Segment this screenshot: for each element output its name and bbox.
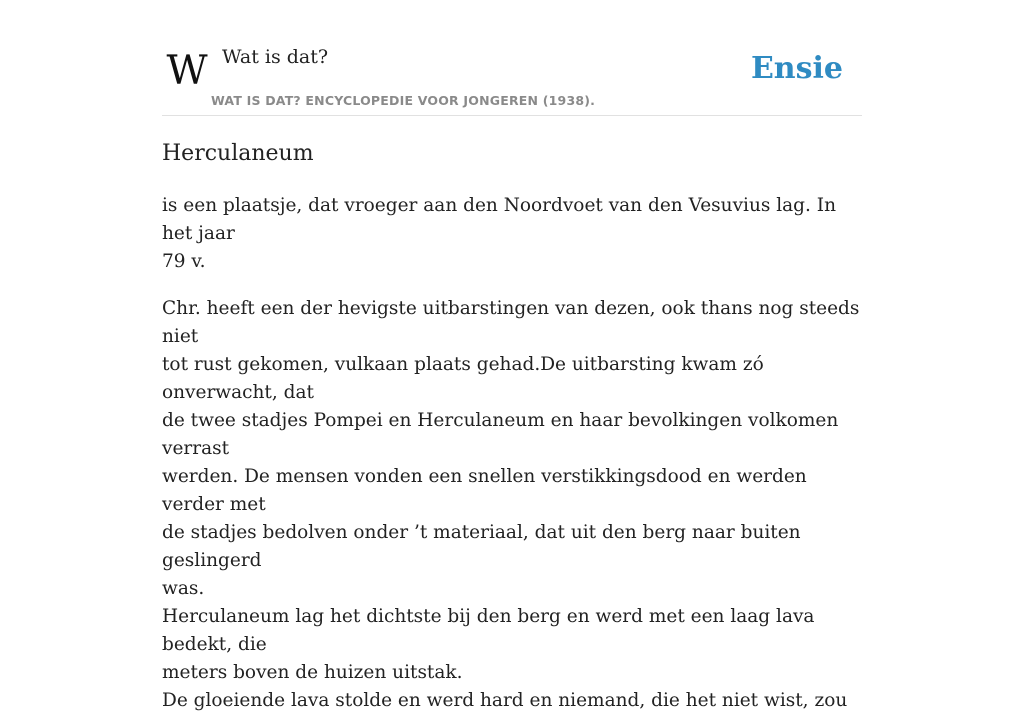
wikipedia-w-logo-icon[interactable] xyxy=(164,48,210,94)
source-header xyxy=(162,40,862,116)
source-title[interactable]: Wat is dat? xyxy=(222,46,329,68)
article-paragraph: is een plaatsje, dat vroeger aan den Noordvoet van den Vesuvius lag. In het jaar 79 v. xyxy=(162,195,837,272)
article-paragraph: Chr. heeft een der hevigste uitbarstingen van dezen, ook thans nog steeds niet tot rust gekomen, vulkaan plaats gehad.De uitbarsting kwam zó onverwacht, dat de twee stadjes Pompei en Herculaneum en haar bevolkingen volkomen verrast werden. De mensen vonden een snellen verstikkingsdood en werden verder met de stadjes bedolven onder ’t materiaal, dat uit den berg naar buiten geslingerd was. Herculaneum lag het dichtste bij den berg en werd met een laag lava bedekt, die meters boven de huizen uitstak. De gloeiende lava stolde en werd hard en niemand, die het niet wist, zou xyxy=(162,298,860,711)
ensie-brand-link[interactable]: Ensie xyxy=(750,51,843,86)
svg-text:W: W xyxy=(166,48,208,94)
source-subtitle: WAT IS DAT? ENCYCLOPEDIE VOOR JONGEREN (1938). xyxy=(211,93,596,108)
article-title: Herculaneum xyxy=(162,141,314,166)
article xyxy=(162,138,862,715)
